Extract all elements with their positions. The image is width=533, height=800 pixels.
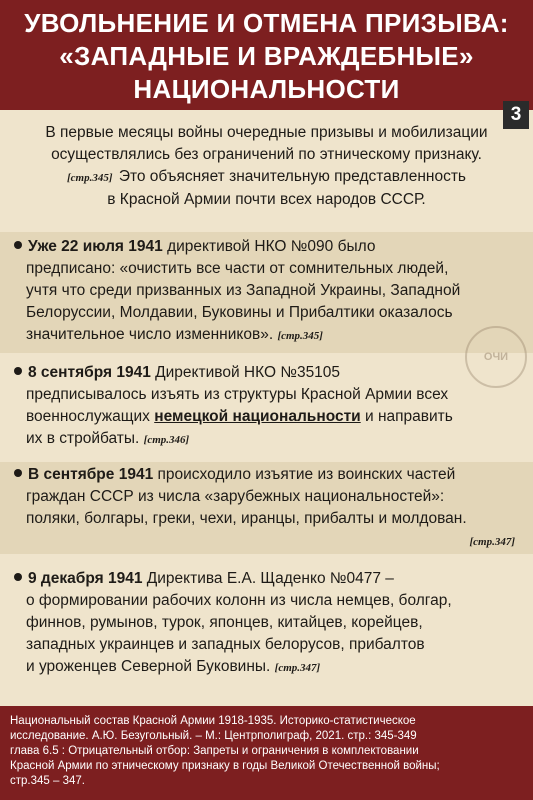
page-number-badge: 3 xyxy=(503,101,529,129)
watermark-stamp: ОЧИ xyxy=(465,326,527,388)
section-1-date: Уже 22 июля 1941 xyxy=(28,238,163,255)
intro-line-2: осуществлялись без ограничений по этническому признаку. xyxy=(51,146,482,163)
bullet-icon xyxy=(14,573,22,581)
footer-line-3: глава 6.5 : Отрицательный отбор: Запреты и ограничения в комплектовании xyxy=(10,745,419,757)
german-nationality-highlight: немецкой национальности xyxy=(154,408,361,425)
section-3-reference: [стр.347] xyxy=(469,536,515,548)
footer-line-2: исследование. А.Ю. Безугольный. – М.: Центрполиграф, 2021. стр.: 345-349 xyxy=(10,730,417,742)
section-3-ref-line xyxy=(14,530,517,553)
bullet-icon xyxy=(14,367,22,375)
section-4-line-4: западных украинцев и западных белорусов, прибалтов xyxy=(26,636,425,653)
section-4-date: 9 декабря 1941 xyxy=(28,570,143,587)
section-1-line-2: предписано: «очистить все части от сомнительных людей, xyxy=(26,260,449,277)
footer-line-5: стр.345 – 347. xyxy=(10,775,85,787)
section-2-line-4 xyxy=(14,428,517,451)
section-2-line-2: предписывалось изъять из структуры Красной Армии всех xyxy=(26,386,449,403)
bullet-icon xyxy=(14,469,22,477)
section-4-line-3: финнов, румынов, турок, японцев, китайцев, корейцев, xyxy=(26,614,423,631)
section-2-date: 8 сентября 1941 xyxy=(28,364,151,381)
footer-line-1: Национальный состав Красной Армии 1918-1935. Историко-статистическое xyxy=(10,715,416,727)
section-dec-1941 xyxy=(0,566,533,684)
intro-line-4: в Красной Армии почти всех народов СССР. xyxy=(107,191,426,208)
section-2-reference: [стр.346] xyxy=(143,434,190,446)
section-sept8-1941 xyxy=(0,358,533,458)
intro-paragraph xyxy=(0,122,533,211)
section-3-date: В сентябре 1941 xyxy=(28,466,154,483)
section-4-text-1: Директива Е.А. Щаденко №0477 – xyxy=(142,570,394,587)
footer-line-4: Красной Армии по этническому признаку в годы Великой Отечественной войны; xyxy=(10,760,440,772)
section-2-line-1 xyxy=(14,362,517,384)
section-2-text-3c: и направить xyxy=(360,408,453,425)
title-line-3: НАЦИОНАЛЬНОСТИ xyxy=(133,74,400,104)
section-4-line-2: о формировании рабочих колонн из числа немцев, болгар, xyxy=(26,592,452,609)
section-1-text-1: директивой НКО №090 было xyxy=(162,238,376,255)
section-3-line-1 xyxy=(14,464,517,486)
section-sept-1941 xyxy=(0,462,533,554)
section-4-line-5 xyxy=(14,656,517,679)
section-1-reference: [стр.345] xyxy=(277,330,323,342)
title-banner xyxy=(0,0,533,110)
section-3-text-1: происходило изъятие из воинских частей xyxy=(153,466,456,483)
intro-reference: [стр.345] xyxy=(66,172,113,184)
intro-line-3 xyxy=(16,166,517,189)
section-july-1941 xyxy=(0,232,533,353)
section-1-line-4: Белоруссии, Молдавии, Буковины и Прибалтики оказалось xyxy=(26,304,453,321)
section-4-reference: [стр.347] xyxy=(274,662,321,674)
section-1-line-1 xyxy=(14,236,517,258)
section-3-line-3: поляки, болгары, греки, чехи, иранцы, прибалты и молдован. xyxy=(26,510,467,527)
title-line-2: «ЗАПАДНЫЕ И ВРАЖДЕБНЫЕ» xyxy=(59,41,474,71)
section-2-text-1: Директивой НКО №35105 xyxy=(150,364,341,381)
section-1-line-3: учтя что среди призванных из Западной Украины, Западной xyxy=(26,282,461,299)
section-3-line-2: граждан СССР из числа «зарубежных национальностей»: xyxy=(26,488,445,505)
section-4-text-5: и уроженцев Северной Буковины. xyxy=(26,658,271,675)
section-2-line-3 xyxy=(14,406,517,428)
intro-line-3-text: Это объясняет значительную представленность xyxy=(118,168,466,185)
section-4-line-1 xyxy=(14,568,517,590)
intro-line-1: В первые месяцы войны очередные призывы и мобилизации xyxy=(45,124,488,141)
section-1-text-5: значительное число изменников». xyxy=(26,326,274,343)
section-2-text-4: их в стройбаты. xyxy=(26,430,140,447)
section-1-line-5 xyxy=(14,324,517,347)
title-line-1: УВОЛЬНЕНИЕ И ОТМЕНА ПРИЗЫВА: xyxy=(24,8,509,38)
source-footer xyxy=(0,706,533,800)
bullet-icon xyxy=(14,241,22,249)
section-2-text-3a: военнослужащих xyxy=(26,408,155,425)
